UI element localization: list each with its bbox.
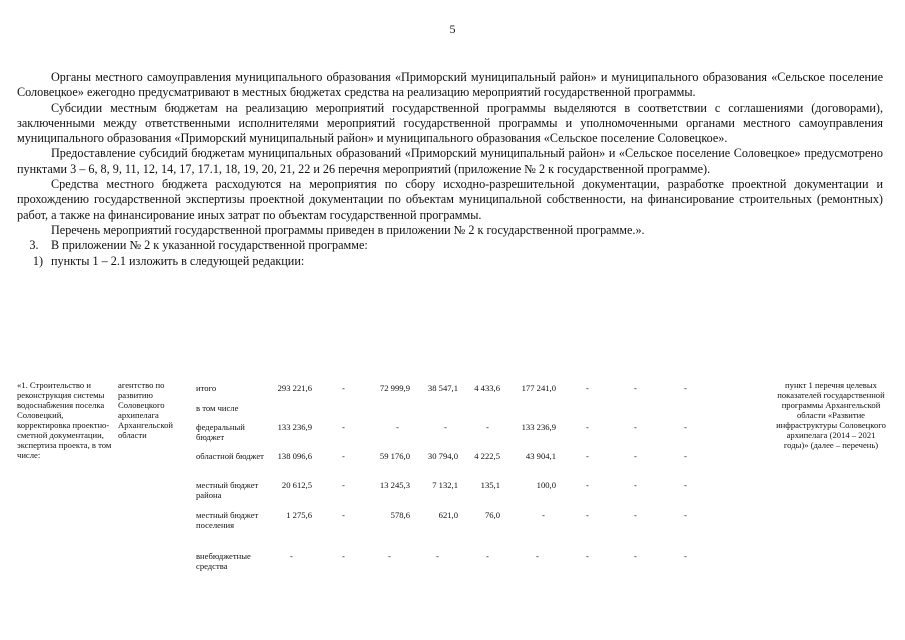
- row-value: -: [542, 510, 545, 520]
- row-value: -: [444, 422, 447, 432]
- item-text: пункты 1 – 2.1 изложить в следующей редакции:: [51, 253, 305, 268]
- row-value: -: [396, 422, 399, 432]
- item-text: В приложении № 2 к указанной государственной программе:: [51, 238, 368, 253]
- row-value: -: [342, 383, 345, 393]
- row-value: -: [342, 422, 345, 432]
- document-body: [17, 70, 883, 269]
- row-value: -: [634, 480, 637, 490]
- item-number: 1): [32, 253, 44, 268]
- row-value: -: [684, 510, 687, 520]
- row-value: 100,0: [536, 480, 556, 490]
- row-value: -: [684, 383, 687, 393]
- row-value: -: [342, 451, 345, 461]
- row-value: -: [684, 480, 687, 490]
- row-value: -: [684, 551, 687, 561]
- paragraph: Органы местного самоуправления муниципального образования «Приморский муниципальный район» и муниципального образования «Сельское поселение Соловецкое» ежегодно предусматривают в местных бюджетах средства на реализацию мероприятий государственной программы.: [17, 70, 883, 100]
- paragraph: Средства местного бюджета расходуются на мероприятия по сбору исходно-разрешительной документации, разработке проектной документации и прохождению государственной экспертизы проектной документации по объектам муниципальной собственности, на финансирование строительных (ремонтных) работ, а также на финансирование иных затрат по объектам государственной программы.: [17, 177, 883, 222]
- paragraph: Перечень мероприятий государственной программы приведен в приложении № 2 к государственной программе.».: [51, 222, 645, 237]
- row-value: -: [586, 451, 589, 461]
- row-value: 293 221,6: [277, 383, 312, 393]
- row-value: 135,1: [480, 480, 500, 490]
- row-value: -: [586, 422, 589, 432]
- row-value: 177 241,0: [521, 383, 556, 393]
- row-value: -: [586, 383, 589, 393]
- row-value: 76,0: [484, 510, 500, 520]
- row-value: -: [342, 480, 345, 490]
- row-value: 4 433,6: [474, 383, 500, 393]
- row-value: -: [684, 422, 687, 432]
- row-value: -: [342, 551, 345, 561]
- row-value: 133 236,9: [277, 422, 312, 432]
- row-value: -: [486, 422, 489, 432]
- paragraph: Субсидии местным бюджетам на реализацию мероприятий государственной программы выделяются в соответствии с соглашениями (договорами), заключенными между ответственными исполнителями мероприятий государственной программы и уполномоченными органами местного самоуправления муниципального образования «Приморский муниципальный район» и муниципального образования «Сельское поселение Соловецкое».: [17, 100, 883, 146]
- row-value: 59 176,0: [379, 451, 410, 461]
- row-value: 621,0: [438, 510, 458, 520]
- row-value: 38 547,1: [427, 383, 458, 393]
- row-value: 7 132,1: [432, 480, 458, 490]
- row-label: областной бюджет: [196, 451, 264, 461]
- row-value: -: [634, 451, 637, 461]
- row-label: итого: [196, 383, 217, 393]
- row-value: 4 222,5: [474, 451, 500, 461]
- row-label: внебюджетные средства: [196, 551, 251, 571]
- list-item-1: [17, 254, 883, 269]
- row-value: 20 612,5: [281, 480, 312, 490]
- row-label: местный бюджет поселения: [196, 510, 259, 530]
- item-number: 3.: [29, 238, 39, 253]
- row-value: -: [290, 551, 293, 561]
- row-value: -: [536, 551, 539, 561]
- row-value: 72 999,9: [379, 383, 410, 393]
- row-value: 138 096,6: [277, 451, 312, 461]
- row-value: 578,6: [390, 510, 410, 520]
- row-value: -: [586, 480, 589, 490]
- page-number: 5: [449, 22, 456, 36]
- row-value: -: [586, 510, 589, 520]
- row-value: -: [634, 551, 637, 561]
- paragraph: Предоставление субсидий бюджетам муниципальных образований «Приморский муниципальный район» и «Сельское поселение Соловецкое» предусмотрено пунктами 3 – 6, 8, 9, 11, 12, 14, 17, 17.1, 18, 19, 20, 21, 22 и 26 перечня мероприятий (приложение № 2 к государственной программе).: [17, 146, 883, 176]
- executor-cell: агентство по развитию Соловецкого архипелага Архангельской области: [118, 380, 173, 440]
- row-value: -: [634, 510, 637, 520]
- row-value: 1 275,6: [286, 510, 312, 520]
- row-value: -: [684, 451, 687, 461]
- row-value: -: [634, 422, 637, 432]
- row-label: в том числе: [196, 403, 239, 413]
- row-label: федеральный бюджет: [196, 422, 245, 442]
- row-value: -: [388, 551, 391, 561]
- row-value: -: [634, 383, 637, 393]
- row-value: 43 904,1: [525, 451, 556, 461]
- list-item-3: [17, 238, 883, 253]
- row-value: -: [342, 510, 345, 520]
- goal-cell: пункт 1 перечня целевых показателей государственной программы Архангельской области «Развитие инфраструктуры Соловецкого архипелага (2014 – 2021 годы)» (далее – перечень): [776, 380, 886, 450]
- activity-cell: «1. Строительство и реконструкция системы водоснабжения поселка Соловецкий, корректировка проектно-сметной документации, экспертиза проекта, в том числе:: [17, 380, 112, 460]
- row-value: 13 245,3: [379, 480, 410, 490]
- row-value: 133 236,9: [521, 422, 556, 432]
- row-value: -: [586, 551, 589, 561]
- row-value: 30 794,0: [427, 451, 458, 461]
- row-value: -: [436, 551, 439, 561]
- row-value: -: [486, 551, 489, 561]
- row-label: местный бюджет района: [196, 480, 259, 500]
